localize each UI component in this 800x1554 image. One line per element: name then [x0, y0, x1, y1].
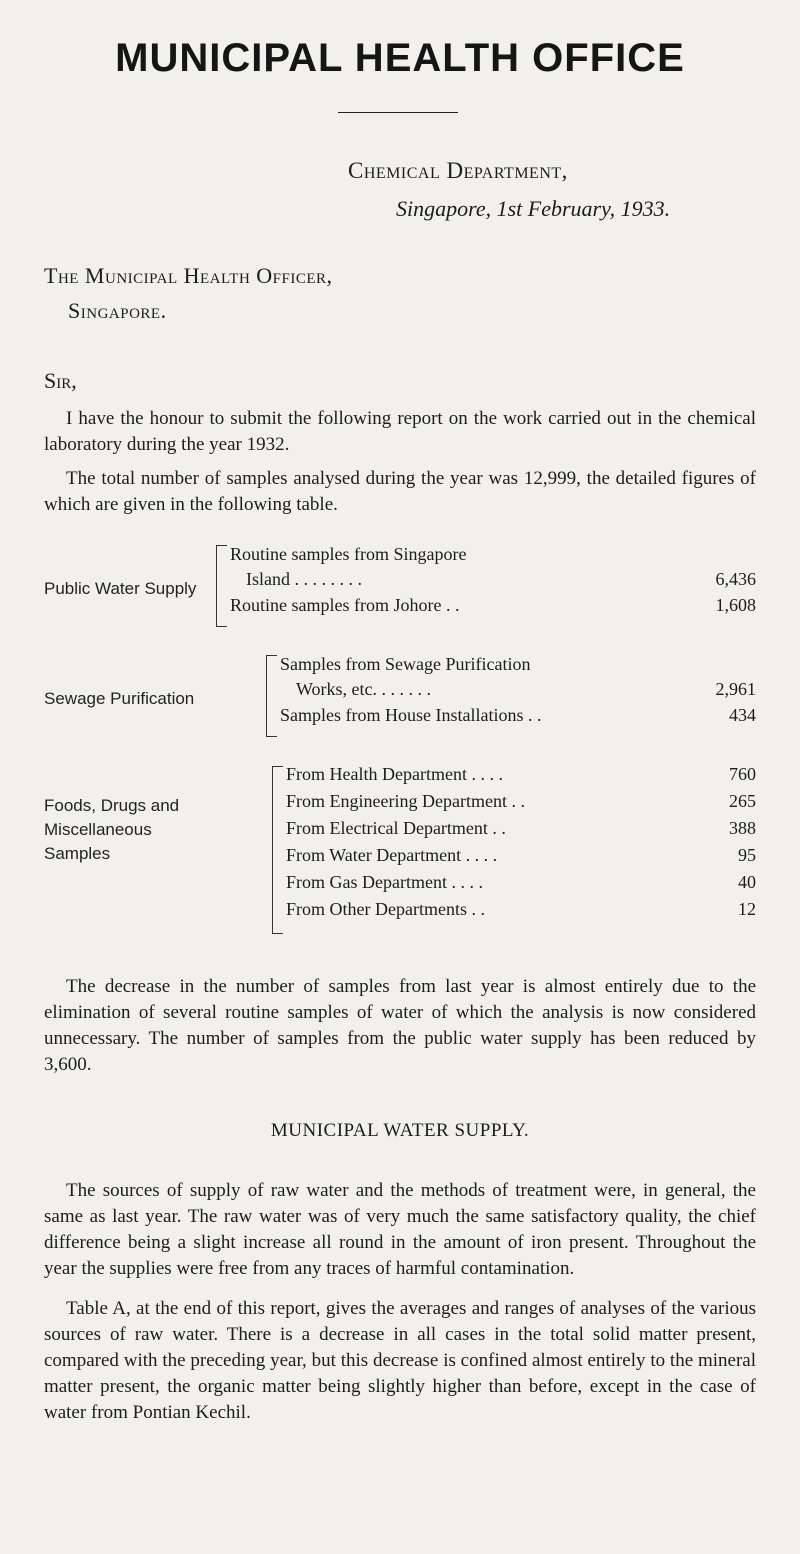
- brace-sewage: [266, 655, 277, 737]
- row-gas-dept: From Gas Department . . . .: [286, 872, 483, 892]
- department-name: Chemical Department,: [348, 158, 568, 183]
- intro-paragraph: I have the honour to submit the following report on the work carried out in the chemical laboratory during the year 1932.: [44, 408, 756, 455]
- row-health-dept: From Health Department . . . .: [286, 764, 503, 784]
- table-a-paragraph: Table A, at the end of this report, gives the averages and ranges of analyses of the various sources of raw water. There is a decrease in all cases in the total solid matter present, compared with the preceding year, but this decrease is confined almost entirely to the mineral matter present, the organic matter being slightly higher than before, except in the case of water from Pontian Kechil.: [44, 1298, 756, 1423]
- group-label-foods-line2: Miscellaneous: [44, 820, 152, 839]
- row-singapore-line2: Island . . . . . . . .: [246, 569, 362, 589]
- value-sewage-works: 2,961: [715, 679, 756, 699]
- sources-paragraph: The sources of supply of raw water and the methods of treatment were, in general, the same as last year. The raw water was of very much the same satisfactory quality, the chief difference being a slight increase all round in the amount of iron present. Throughout the year the supplies were free from any traces of harmful contamination.: [44, 1180, 756, 1279]
- salutation: Sir,: [44, 368, 77, 393]
- title-rule: [338, 112, 458, 113]
- value-house-installations: 434: [729, 705, 756, 725]
- value-johore: 1,608: [715, 595, 756, 615]
- decrease-paragraph: The decrease in the number of samples from last year is almost entirely due to the elimination of several routine samples of water of which the analysis is now considered unnecessary. The number of samples from the public water supply has been reduced by 3,600.: [44, 976, 756, 1075]
- dateline: Singapore, 1st February, 1933.: [396, 196, 671, 221]
- row-electrical-dept: From Electrical Department . .: [286, 818, 506, 838]
- row-engineering-dept: From Engineering Department . .: [286, 791, 525, 811]
- brace-public-water: [216, 545, 227, 627]
- value-other-depts: 12: [738, 899, 756, 919]
- group-label-foods-line1: Foods, Drugs and: [44, 796, 180, 815]
- row-water-dept: From Water Department . . . .: [286, 845, 498, 865]
- row-other-depts: From Other Departments . .: [286, 899, 485, 919]
- group-label-foods-line3: Samples: [44, 844, 111, 863]
- row-sewage-works-line1: Samples from Sewage Purification: [280, 654, 531, 674]
- brace-foods: [272, 766, 283, 934]
- page-title: MUNICIPAL HEALTH OFFICE: [115, 36, 685, 80]
- row-sewage-works-line2: Works, etc. . . . . . .: [296, 679, 432, 699]
- addressee-location: Singapore.: [68, 298, 167, 323]
- addressee-title: The Municipal Health Officer,: [44, 263, 333, 288]
- value-water-dept: 95: [738, 845, 756, 865]
- value-singapore: 6,436: [715, 569, 756, 589]
- row-house-installations: Samples from House Installations . .: [280, 705, 542, 725]
- value-health-dept: 760: [729, 764, 756, 784]
- total-paragraph: The total number of samples analysed during the year was 12,999, the detailed figures of which are given in the following table.: [44, 468, 756, 515]
- group-label-public-water: Public Water Supply: [44, 579, 197, 598]
- section-title-water-supply: MUNICIPAL WATER SUPPLY.: [270, 1120, 530, 1141]
- value-gas-dept: 40: [738, 872, 756, 892]
- value-engineering-dept: 265: [729, 791, 756, 811]
- value-electrical-dept: 388: [729, 818, 756, 838]
- group-label-sewage: Sewage Purification: [44, 689, 195, 708]
- row-johore: Routine samples from Johore . .: [230, 595, 460, 615]
- row-singapore-line1: Routine samples from Singapore: [230, 544, 467, 564]
